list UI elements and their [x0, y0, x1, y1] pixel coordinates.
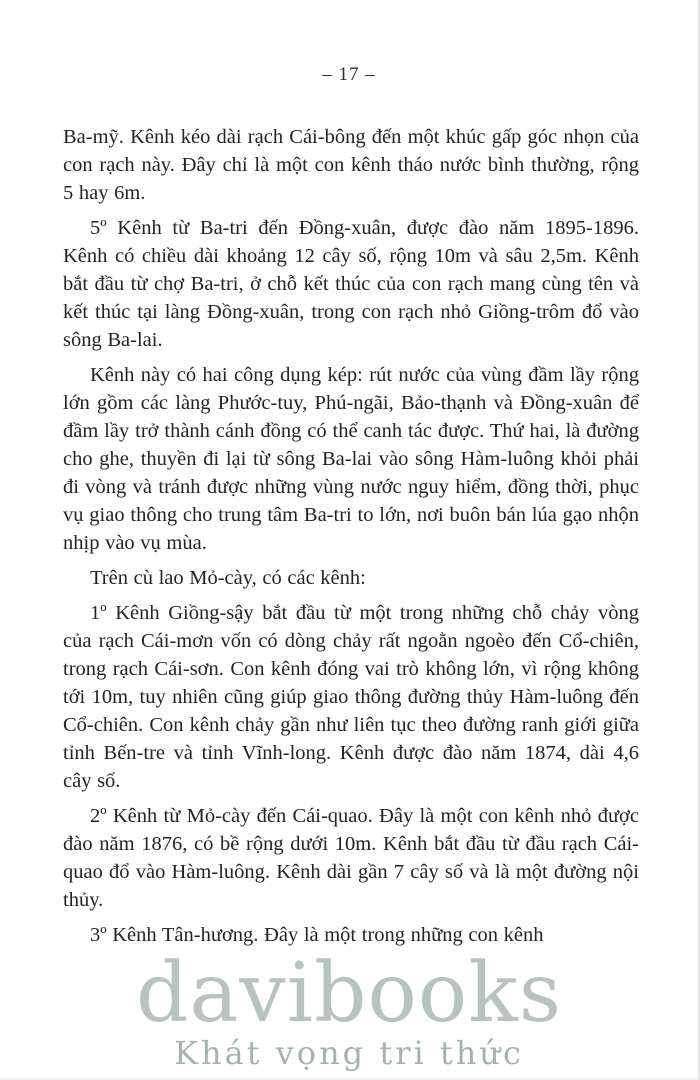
watermark-brand: davibooks [136, 946, 562, 1041]
paragraph-continuation: Ba-mỹ. Kênh kéo dài rạch Cái-bông đến một khúc gấp góc nhọn của con rạch này. Đây chỉ là một con kênh tháo nước bình thường, rộng 5 hay 6m. [63, 126, 639, 204]
paragraph-canal-2: 2º Kênh từ Mỏ-cày đến Cái-quao. Đây là một con kênh nhỏ được đào năm 1876, có bề rộng dưới 10m. Kênh bắt đầu từ đầu rạch Cái-quao đổ vào Hàm-luông. Kênh dài gần 7 cây số và là một đường nội thủy. [63, 805, 639, 911]
watermark-tagline: Khát vọng tri thức [174, 1034, 524, 1072]
paragraph-mocay-intro: Trên cù lao Mỏ-cày, có các kênh: [90, 567, 366, 589]
body-text [63, 123, 639, 956]
paragraph-canal-uses: Kênh này có hai công dụng kép: rút nước của vùng đầm lầy rộng lớn gồm các làng Phước-tuy, Phú-ngãi, Bảo-thạnh và Đồng-xuân để đầm lầy trở thành cánh đồng có thể canh tác được. Thứ hai, là đường cho ghe, thuyền đi lại từ sông Ba-lai vào sông Hàm-luông khỏi phải đi vòng và tránh được những vùng nước nguy hiểm, đồng thời, phục vụ giao thông cho trung tâm Ba-tri to lớn, nơi buôn bán lúa gạo nhộn nhịp vào vụ mùa. [63, 364, 639, 554]
paragraph-canal-1: 1º Kênh Giồng-sậy bắt đầu từ một trong những chỗ chảy vòng của rạch Cái-mơn vốn có dòng chảy rất ngoằn ngoèo đến Cổ-chiên, trong rạch Cái-sơn. Con kênh đóng vai trò không lớn, vì rộng không tới 10m, tuy nhiên cũng giúp giao thông đường thủy Hàm-luông đến Cổ-chiên. Con kênh chảy gần như liên tục theo đường ranh giới giữa tỉnh Bến-tre và tỉnh Vĩnh-long. Kênh được đào năm 1874, dài 4,6 cây số. [63, 602, 639, 792]
paragraph-canal-3: 3º Kênh Tân-hương. Đây là một trong những con kênh [90, 924, 544, 946]
watermark [0, 946, 698, 1072]
paragraph-canal-5: 5º Kênh từ Ba-tri đến Đồng-xuân, được đào năm 1895-1896. Kênh có chiều dài khoảng 12 cây số, rộng 10m và sâu 2,5m. Kênh bắt đầu từ chợ Ba-tri, ở chỗ kết thúc của con rạch mang cùng tên và kết thúc tại làng Đồng-xuân, trong con rạch nhỏ Giồng-trôm đổ vào sông Ba-lai. [63, 217, 639, 351]
page-number: – 17 – [322, 64, 376, 85]
